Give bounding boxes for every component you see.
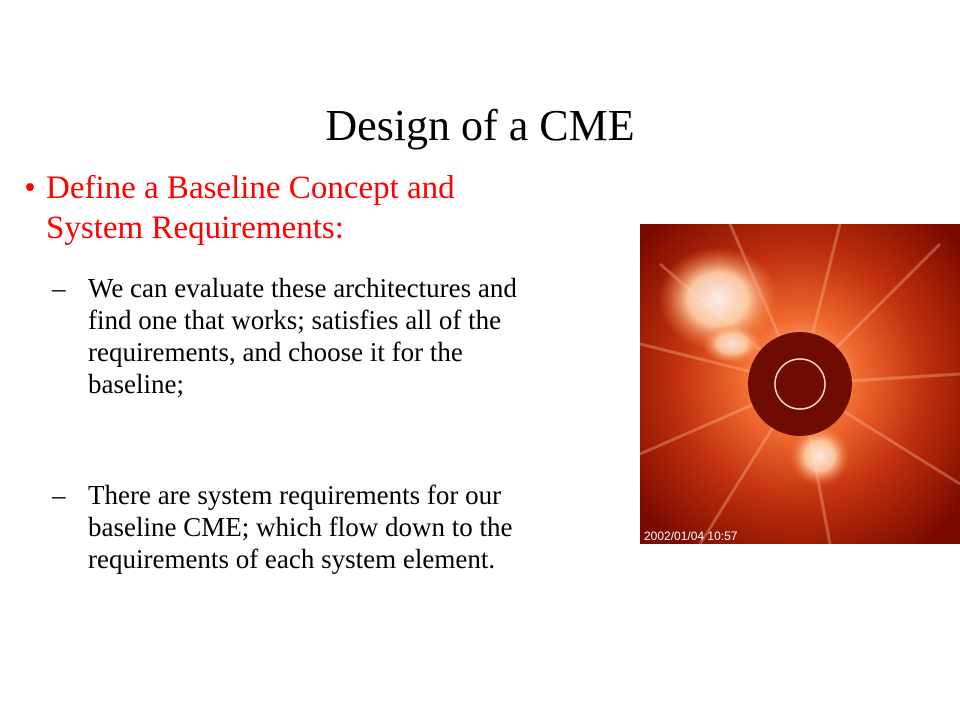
dash-icon: –	[52, 273, 66, 303]
image-timestamp: 2002/01/04 10:57	[644, 529, 738, 543]
occulting-disk	[748, 332, 852, 436]
bullet-dot-icon: •	[24, 170, 36, 206]
main-bullet	[18, 168, 558, 248]
main-bullet-text: Define a Baseline Concept and System Requirements:	[46, 170, 455, 246]
slide-title: Design of a CME	[325, 101, 635, 150]
sub-bullet-text: There are system requirements for our baseline CME; which flow down to the requirements of each system element.	[88, 480, 513, 574]
sub-bullet-architectures	[52, 272, 562, 400]
sub-bullet-text: We can evaluate these architectures and find one that works; satisfies all of the requirements, and choose it for the baseline;	[88, 273, 517, 399]
dash-icon: –	[52, 480, 66, 510]
sub-bullet-requirements	[52, 479, 562, 575]
cme-filament	[702, 324, 762, 364]
cme-coronagraph-image	[640, 224, 960, 544]
coronagraph-illustration	[640, 224, 960, 544]
